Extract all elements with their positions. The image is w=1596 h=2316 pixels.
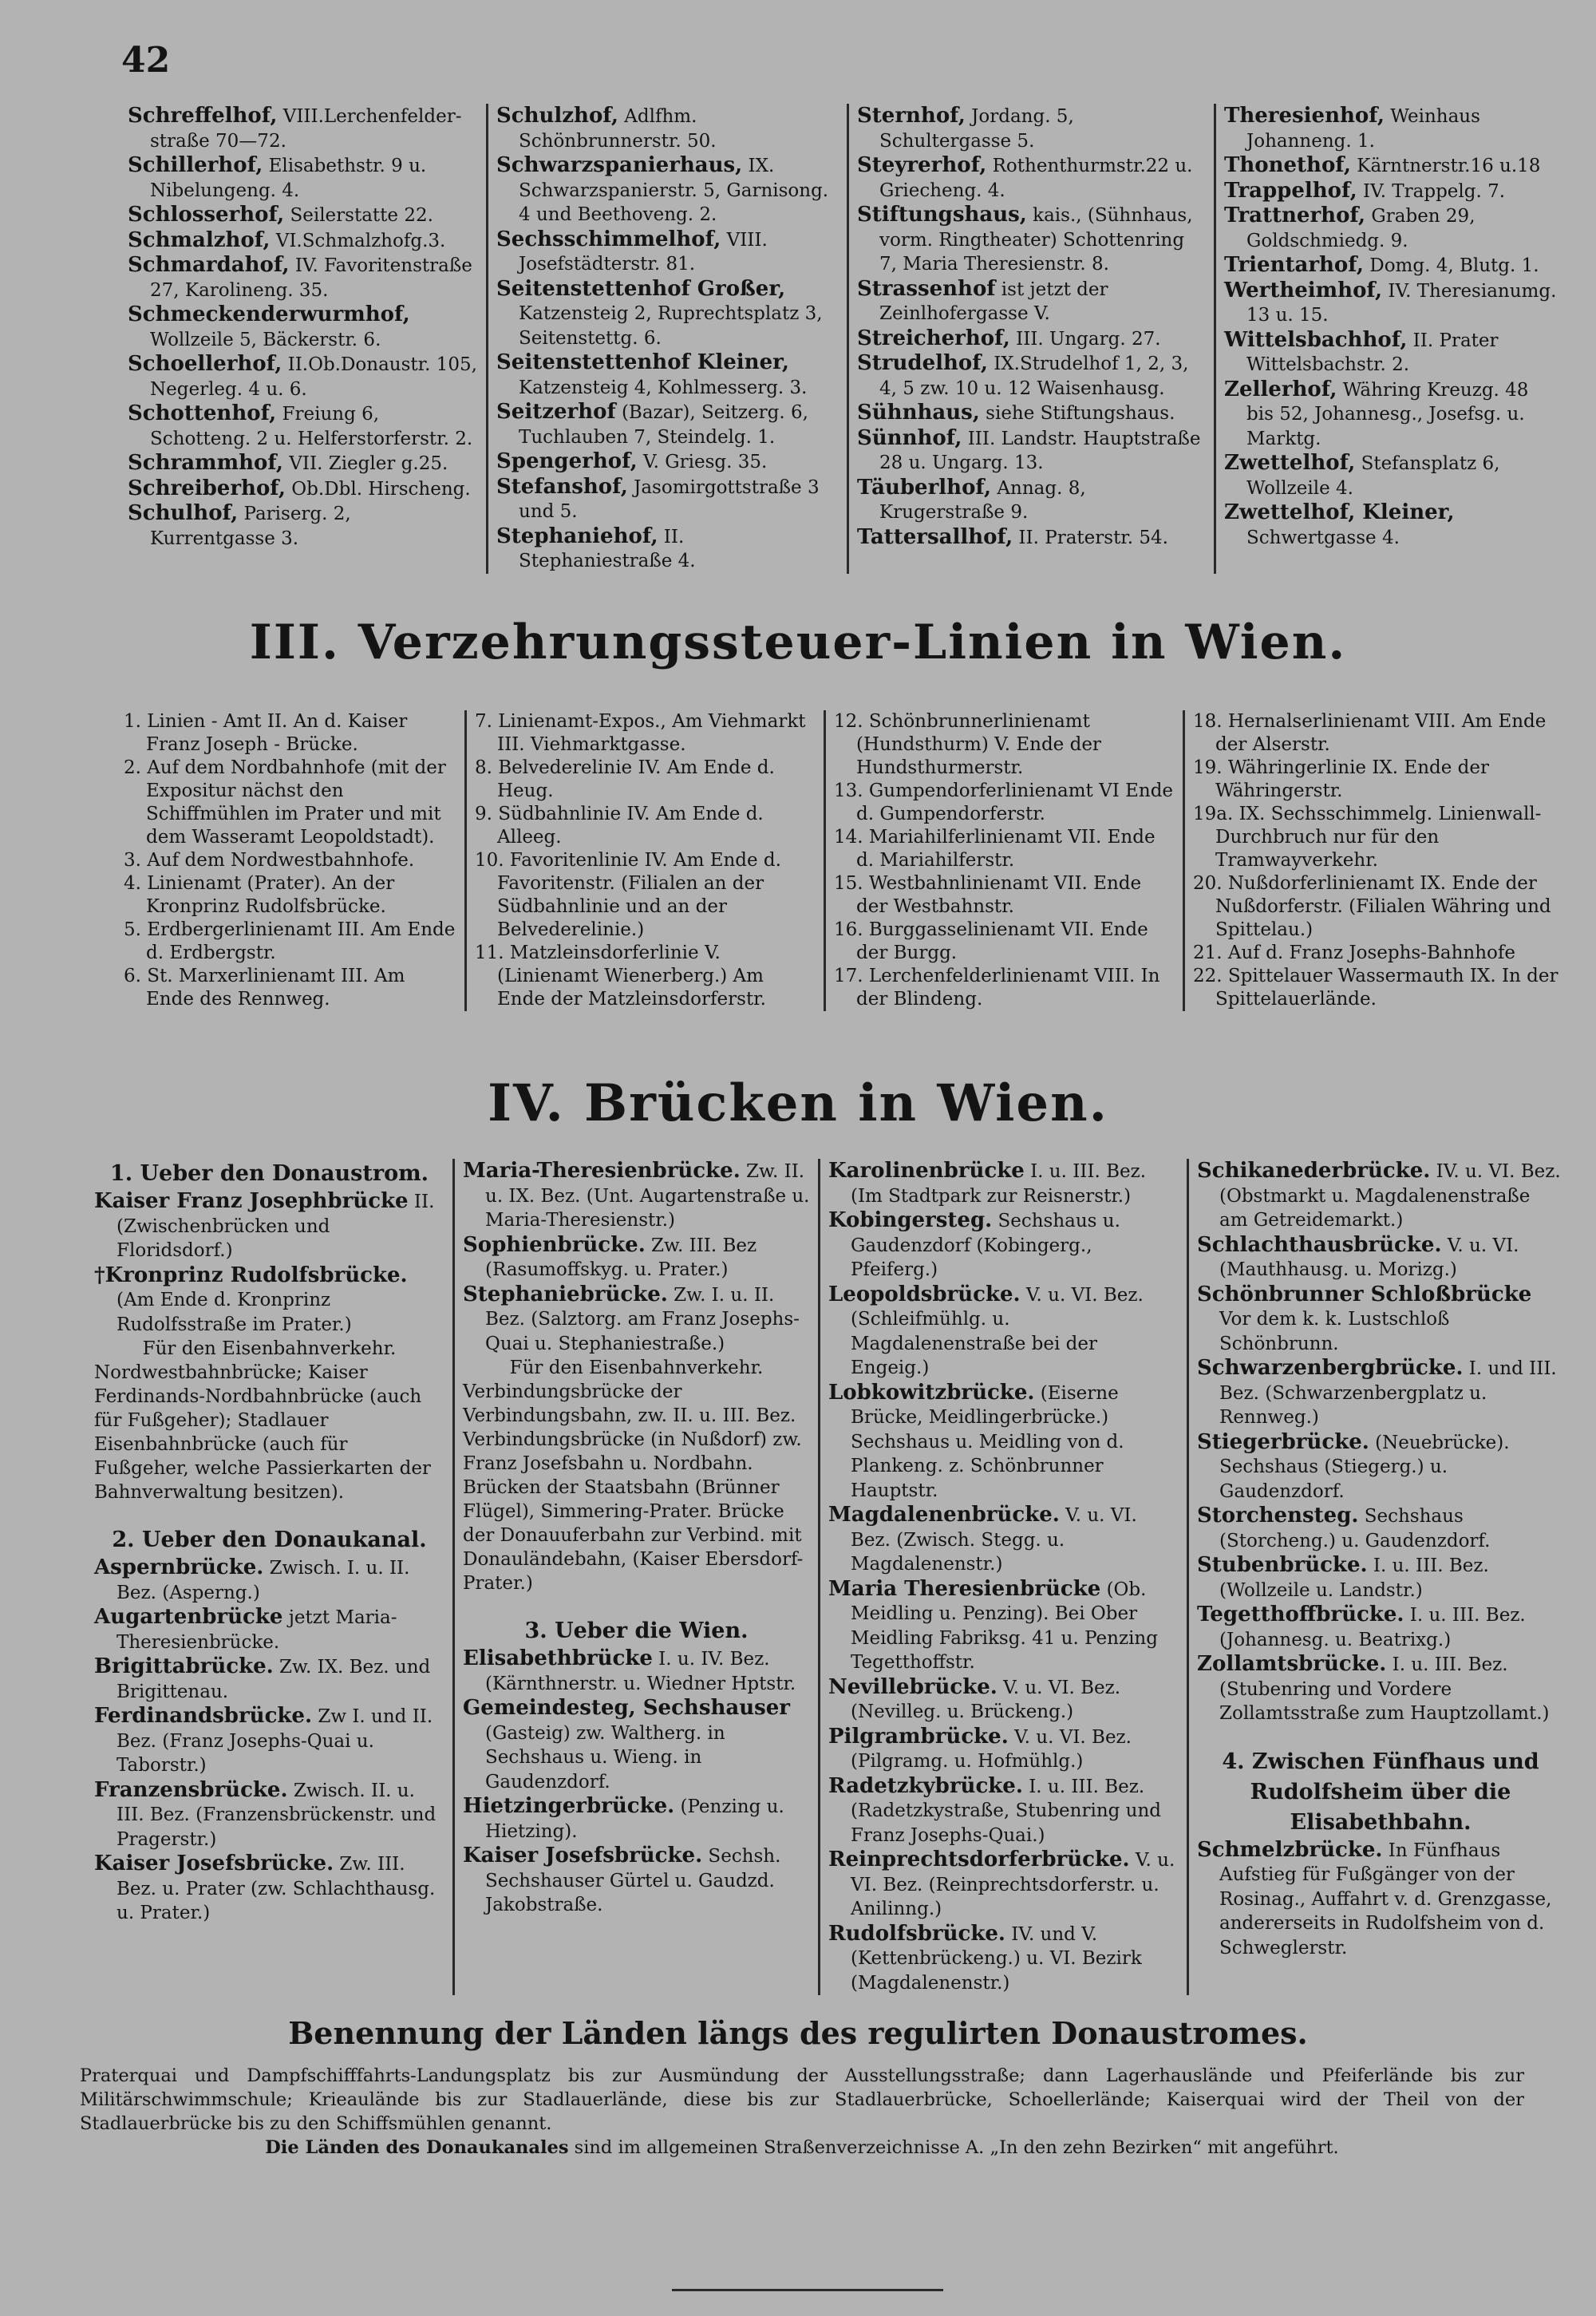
entry-name: Seitzerhof xyxy=(496,400,616,424)
list-entry: 12. Schönbrunnerlinienamt (Hundsthurm) V. Ende der Hundsthurmerstr. xyxy=(834,711,1101,778)
list-entry xyxy=(496,350,839,400)
entry-text: I. u. III. Bez. (Wollzeile u. Landstr.) xyxy=(1219,1555,1489,1601)
entry-name: Wertheimhof, xyxy=(1224,278,1383,302)
entry-name: Reinprechtsdorferbrücke. xyxy=(828,1848,1130,1871)
entry-text: Freiung 6, Schotteng. 2 u. Helferstorferstr. 2. xyxy=(150,404,473,449)
list-entry xyxy=(857,426,1206,476)
list-entry xyxy=(463,1159,810,1233)
list-entry xyxy=(463,1282,810,1357)
list-entry xyxy=(463,1233,810,1282)
entry-name: Augartenbrücke xyxy=(94,1605,283,1629)
entry-name: Streicherhof, xyxy=(857,326,1010,350)
entry-text: I. u. IV. Bez. (Kärnthnerstr. u. Wiedner Hptstr. xyxy=(485,1649,796,1694)
s3-column-2 xyxy=(467,710,826,1011)
list-entry xyxy=(128,501,478,551)
list-entry xyxy=(1224,253,1560,279)
entry-name: Schmardahof, xyxy=(128,253,290,277)
list-entry: 11. Matzleinsdorferlinie V. (Linienamt Wienerberg.) Am Ende der Matzleinsdorferstr. xyxy=(475,943,766,1010)
entry-name: Radetzkybrücke. xyxy=(828,1773,1023,1798)
list-entry: 8. Belvederelinie IV. Am Ende d. Heug. xyxy=(475,757,775,801)
list-entry xyxy=(94,1704,444,1778)
entry-name: Schoellerhof, xyxy=(128,352,282,376)
entry-name: Aspernbrücke. xyxy=(94,1555,264,1579)
list-entry xyxy=(128,476,478,502)
s4-rail-label-2: Für den Eisenbahnverkehr. xyxy=(509,1358,764,1378)
list-entry: 19. Währingerlinie IX. Ende der Währingerstr. xyxy=(1193,757,1490,801)
list-entry xyxy=(463,1794,810,1844)
entry-name: Wittelsbachhof, xyxy=(1224,327,1408,352)
entry-name: Schikanederbrücke. xyxy=(1197,1159,1431,1183)
list-entry: 13. Gumpendorferlinienamt VI Ende d. Gumpendorferstr. xyxy=(834,781,1174,824)
list-entry xyxy=(857,277,1206,326)
entry-name: Zwettelhof, xyxy=(1224,451,1356,475)
entry-text: V. u. VI. Bez. (Schleifmühlg. u. Magdalenenstraße bei der Engeig.) xyxy=(851,1284,1144,1378)
entry-name: Franzensbrücke. xyxy=(94,1777,288,1802)
list-entry xyxy=(496,104,839,153)
entry-name: Theresienhof, xyxy=(1224,104,1385,128)
entry-name: Schottenhof, xyxy=(128,401,277,425)
s4-column-2 xyxy=(455,1159,820,1995)
entry-text: Wollzeile 5, Bäckerstr. 6. xyxy=(150,329,381,350)
list-entry xyxy=(828,1577,1179,1675)
entry-name: Stephaniebrücke. xyxy=(463,1282,668,1306)
entry-name: Seitenstettenhof Großer, xyxy=(496,276,786,301)
entry-text: (Bazar), Seitzerg. 6, Tuchlauben 7, Steindelg. 1. xyxy=(519,402,808,448)
entry-name: Tattersallhof, xyxy=(857,524,1013,549)
entry-name: Kobingersteg. xyxy=(828,1208,993,1232)
list-entry xyxy=(1224,328,1560,377)
entry-text: Zwisch. I. u. II. Bez. (Asperng.) xyxy=(117,1558,410,1603)
entry-name: Stiftungshaus, xyxy=(857,203,1027,227)
entry-text: V. u. VI. Bez. (Nevilleg. u. Brückeng.) xyxy=(851,1677,1121,1722)
list-entry xyxy=(496,277,839,351)
list-entry xyxy=(1224,279,1560,328)
entry-name: Karolinenbrücke xyxy=(828,1159,1025,1183)
entry-name: Gemeindesteg, Sechshauser xyxy=(463,1696,790,1720)
s4-sub-2: 2. Ueber den Donaukanal. xyxy=(112,1528,427,1552)
list-entry xyxy=(94,1605,444,1654)
entry-text: I. u. III. Bez. (Stubenring und Vordere Zollamtsstraße zum Hauptzollamt.) xyxy=(1219,1654,1550,1724)
entry-text: IX.Strudelhof 1, 2, 3, 4, 5 zw. 10 u. 12 Waisenhausg. xyxy=(879,354,1189,399)
entry-name: Maria Theresienbrücke xyxy=(828,1576,1101,1601)
entry-text: VII. Ziegler g.25. xyxy=(283,453,448,474)
entry-text: Zwisch. II. u. III. Bez. (Franzensbrückenstr. und Pragerstr.) xyxy=(117,1780,437,1850)
list-entry xyxy=(1224,500,1560,550)
lands-text-2-bold: Die Länden des Donaukanales xyxy=(265,2137,569,2158)
list-entry xyxy=(1224,204,1560,253)
top-listing xyxy=(120,104,1568,574)
entry-name: Stubenbrücke. xyxy=(1197,1553,1368,1577)
top-column-3 xyxy=(849,104,1216,574)
entry-text: Domg. 4, Blutg. 1. xyxy=(1363,255,1539,276)
entry-text: Ob.Dbl. Hirscheng. xyxy=(285,478,471,500)
entry-text: I. u. III. Bez. (Im Stadtpark zur Reisnerstr.) xyxy=(851,1161,1147,1207)
entry-text: II.Ob.Donaustr. 105, Negerleg. 4 u. 6. xyxy=(150,354,477,400)
list-entry xyxy=(1197,1430,1564,1504)
entry-text: Seilerstatte 22. xyxy=(284,205,433,226)
entry-name: Tegetthoffbrücke. xyxy=(1197,1603,1404,1626)
entry-name: Nevillebrücke. xyxy=(828,1674,998,1699)
list-entry xyxy=(128,104,478,153)
section-4-heading: IV. Brücken in Wien. xyxy=(488,1073,1108,1133)
list-entry xyxy=(857,326,1206,352)
entry-text: III. Ungarg. 27. xyxy=(1009,328,1161,350)
list-entry xyxy=(1224,179,1560,204)
entry-text: IV. Theresianumg. 13 u. 15. xyxy=(1246,280,1557,326)
entry-text: Annag. 8, Krugerstraße 9. xyxy=(879,477,1086,523)
entry-text: Zw. IX. Bez. und Brigittenau. xyxy=(117,1657,431,1702)
list-entry: 22. Spittelauer Wassermauth IX. In der Spittelauerlände. xyxy=(1193,966,1558,1010)
entry-name: Schönbrunner Schloßbrücke xyxy=(1197,1282,1532,1306)
list-entry: 2. Auf dem Nordbahnhofe (mit der Expositur nächst den Schiffmühlen im Prater und mit dem Wasseramt Leopoldstadt). xyxy=(124,757,446,848)
list-entry xyxy=(828,1381,1179,1504)
entry-name: Spengerhof, xyxy=(496,449,638,473)
entry-name: Kaiser Franz Josephbrücke xyxy=(94,1189,409,1213)
end-rule xyxy=(672,2289,943,2291)
section-3-listing xyxy=(116,710,1568,1011)
entry-text: (Eiserne Brücke, Meidlingerbrücke.) Sechshaus u. Meidling von d. Plankeng. z. Schönbrunner Hauptstr. xyxy=(851,1382,1124,1501)
entry-text: (Neuebrücke). Sechshaus (Stiegerg.) u. Gaudenzdorf. xyxy=(1219,1432,1510,1502)
list-entry xyxy=(1197,1282,1564,1357)
list-entry xyxy=(128,451,478,476)
lands-note xyxy=(80,2064,1524,2160)
entry-text: IV. und V. (Kettenbrückeng.) u. VI. Bezirk (Magdalenenstr.) xyxy=(851,1923,1142,1994)
list-entry xyxy=(128,228,478,254)
entry-name: Schwarzspanierhaus, xyxy=(496,153,743,177)
list-entry xyxy=(857,351,1206,401)
entry-text: Sechshaus u. Gaudenzdorf (Kobingerg., Pfeiferg.) xyxy=(851,1211,1120,1280)
entry-text: II. Stephaniestraße 4. xyxy=(519,526,696,571)
list-entry xyxy=(1224,104,1560,153)
entry-text: IV. Favoritenstraße 27, Karolineng. 35. xyxy=(150,255,472,301)
entry-name: Trattnerhof, xyxy=(1224,204,1366,227)
list-entry xyxy=(1197,1603,1564,1652)
list-entry xyxy=(128,401,478,451)
entry-name: Schreffelhof, xyxy=(128,104,278,128)
entry-text: Pariserg. 2, Kurrentgasse 3. xyxy=(150,504,351,549)
list-entry xyxy=(1197,1159,1564,1233)
section-4-listing xyxy=(86,1159,1572,1995)
entry-text: (Am Ende d. Kronprinz Rudolfsstraße im Prater.) xyxy=(117,1290,352,1335)
list-entry xyxy=(128,352,478,401)
list-entry: 5. Erdbergerlinienamt III. Am Ende d. Erdbergstr. xyxy=(124,919,456,963)
entry-text: IV. u. VI. Bez. (Obstmarkt u. Magdalenenstraße am Getreidemarkt.) xyxy=(1219,1161,1561,1231)
entry-name: Sternhof, xyxy=(857,104,966,128)
entry-name: Stephaniehof, xyxy=(496,524,658,548)
list-entry xyxy=(128,253,478,302)
s4-sub-1: 1. Ueber den Donaustrom. xyxy=(109,1161,429,1186)
list-entry xyxy=(496,475,839,524)
entry-text: VIII.Lerchenfelder-straße 70—72. xyxy=(150,106,462,152)
list-entry: 17. Lerchenfelderlinienamt VIII. In der Blindeng. xyxy=(834,966,1160,1010)
list-entry xyxy=(496,449,839,475)
entry-name: Kaiser Josefsbrücke. xyxy=(94,1852,334,1875)
entry-name: Schmeckenderwurmhof, xyxy=(128,302,410,326)
list-entry: 10. Favoritenlinie IV. Am Ende d. Favoritenstr. (Filialen an der Südbahnlinie und an der Belvederelinie.) xyxy=(475,850,781,940)
entry-name: Leopoldsbrücke. xyxy=(828,1282,1021,1306)
entry-name: Zellerhof, xyxy=(1224,377,1337,401)
entry-name: Schwarzenbergbrücke. xyxy=(1197,1356,1464,1380)
entry-name: Rudolfsbrücke. xyxy=(828,1921,1005,1946)
entry-name: Zwettelhof, Kleiner, xyxy=(1224,500,1455,524)
entry-name: Sophienbrücke. xyxy=(463,1232,646,1257)
list-entry: 21. Auf d. Franz Josephs-Bahnhofe xyxy=(1193,943,1516,963)
entry-name: Schmalzhof, xyxy=(128,227,271,252)
entry-text: Katzensteig 2, Ruprechtsplatz 3, Seitenstettg. 6. xyxy=(519,303,823,349)
entry-text: II. (Zwischenbrücken und Floridsdorf.) xyxy=(117,1192,435,1261)
list-entry xyxy=(857,153,1206,203)
top-column-1 xyxy=(120,104,488,574)
entry-text: kais., (Sühnhaus, vorm. Ringtheater) Schottenring 7, Maria Theresienstr. 8. xyxy=(879,205,1193,275)
entry-name: Seitenstettenhof Kleiner, xyxy=(496,350,789,374)
list-entry xyxy=(128,203,478,228)
list-entry: 20. Nußdorferlinienamt IX. Ende der Nußdorferstr. (Filialen Währing und Spittelau.) xyxy=(1193,873,1551,940)
entry-text: Weinhaus Johanneng. 1. xyxy=(1246,106,1480,152)
entry-text: Jasomirgottstraße 3 und 5. xyxy=(519,476,820,522)
entry-text: Graben 29, Goldschmiedg. 9. xyxy=(1246,206,1476,251)
entry-text: Zw. I. u. II. Bez. (Salztorg. am Franz Josephs-Quai u. Stephaniestraße.) xyxy=(485,1284,800,1354)
lands-text-1: Praterquai und Dampfschifffahrts-Landungsplatz bis zur Ausmündung der Ausstellungsstraße; dann Lagerhauslände und Pfeiferlände bis zur Militärschwimmschule; Krieaulände bis zur Stadlauerlände, diese bis zur Stadlauerbrücke, Schoellerlände; Kaiserquai wird der Theil von der Stadlauerbrücke bis zu den Schiffsmühlen genannt. xyxy=(80,2065,1524,2134)
list-entry xyxy=(828,1159,1179,1208)
list-entry xyxy=(1197,1504,1564,1553)
entry-name: Schulzhof, xyxy=(496,104,618,128)
list-entry xyxy=(857,104,1206,153)
entry-name: Thonethof, xyxy=(1224,153,1351,177)
list-entry xyxy=(828,1922,1179,1996)
entry-text: V. u. VI. Bez. (Reinprechtsdorferstr. u. Anilinng.) xyxy=(851,1850,1175,1919)
section-3-heading: III. Verzehrungssteuer-Linien in Wien. xyxy=(249,615,1347,670)
s4-sub-4: 4. Zwischen Fünfhaus und Rudolfsheim über die Elisabethbahn. xyxy=(1222,1749,1539,1835)
list-entry xyxy=(857,203,1206,277)
entry-text: Zw I. und II. Bez. (Franz Josephs-Quai u. Taborstr.) xyxy=(117,1706,433,1776)
list-entry xyxy=(496,524,839,574)
list-entry xyxy=(94,1778,444,1852)
entry-text: Zw. III. Bez. u. Prater (zw. Schlachthausg. u. Prater.) xyxy=(117,1854,436,1923)
entry-text: Vor dem k. k. Lustschloß Schönbrunn. xyxy=(1219,1309,1450,1354)
page-number: 42 xyxy=(121,40,171,81)
list-entry xyxy=(94,1852,444,1926)
list-entry xyxy=(828,1725,1179,1774)
list-entry xyxy=(1224,153,1560,179)
entry-name: Brigittabrücke. xyxy=(94,1654,274,1678)
entry-name: Strassenhof xyxy=(857,276,996,301)
entry-name: Kaiser Josefsbrücke. xyxy=(463,1844,703,1867)
lands-text-2: sind im allgemeinen Straßenverzeichnisse A. „In den zehn Bezirken“ mit angeführt. xyxy=(568,2137,1339,2158)
list-entry xyxy=(463,1696,810,1794)
entry-name: Maria-Theresienbrücke. xyxy=(463,1159,741,1183)
entry-name: Schlosserhof, xyxy=(128,203,285,227)
entry-name: Stiegerbrücke. xyxy=(1197,1429,1369,1454)
entry-name: Storchensteg. xyxy=(1197,1504,1359,1528)
s3-column-1 xyxy=(116,710,467,1011)
entry-name: Sechsschimmelhof, xyxy=(496,227,721,251)
list-entry xyxy=(94,1555,444,1605)
entry-text: Währing Kreuzg. 48 bis 52, Johannesg., Josefsg. u. Marktg. xyxy=(1246,379,1529,449)
entry-text: In Fünfhaus Aufstieg für Fußgänger von der Rosinag., Auffahrt v. d. Grenzgasse, andererseits in Rudolfsheim von d. Schweglerstr. xyxy=(1219,1840,1552,1958)
entry-name: Sühnhaus, xyxy=(857,401,980,425)
list-entry xyxy=(857,525,1206,551)
entry-text: Rothenthurmstr.22 u. Griecheng. 4. xyxy=(879,156,1193,201)
entry-text: Stefansplatz 6, Wollzeile 4. xyxy=(1246,453,1500,499)
entry-text: Jordang. 5, Schultergasse 5. xyxy=(879,106,1074,152)
entry-name: Lobkowitzbrücke. xyxy=(828,1380,1035,1405)
list-entry: 14. Mariahilferlinienamt VII. Ende d. Mariahilferstr. xyxy=(834,827,1156,871)
entry-text: I. u. III. Bez. (Johannesg. u. Beatrixg.) xyxy=(1219,1605,1526,1650)
entry-text: V. Griesg. 35. xyxy=(637,452,768,472)
entry-name: Hietzingerbrücke. xyxy=(463,1794,675,1818)
s3-column-3 xyxy=(826,710,1185,1011)
list-entry xyxy=(1224,451,1560,500)
entry-name: Täuberlhof, xyxy=(857,475,992,500)
entry-text: Sechshaus (Storcheng.) u. Gaudenzdorf. xyxy=(1219,1506,1491,1551)
list-entry: 1. Linien - Amt II. An d. Kaiser Franz Joseph - Brücke. xyxy=(124,711,408,755)
list-entry xyxy=(828,1208,1179,1282)
entry-text: Adlfhm. Schönbrunnerstr. 50. xyxy=(519,106,717,152)
list-entry: 9. Südbahnlinie IV. Am Ende d. Alleeg. xyxy=(475,804,764,848)
list-entry: 7. Linienamt-Expos., Am Viehmarkt III. Viehmarktgasse. xyxy=(475,711,806,755)
list-entry xyxy=(128,153,478,203)
entry-name: Schmelzbrücke. xyxy=(1197,1837,1383,1862)
entry-name: Schreiberhof, xyxy=(128,476,286,500)
entry-text: Kärntnerstr.16 u.18 xyxy=(1350,156,1541,176)
entry-text: Zw. III. Bez (Rasumoffskyg. u. Prater.) xyxy=(485,1235,757,1280)
entry-name: Steyrerhof, xyxy=(857,153,987,177)
entry-text: (Ob. Meidling u. Penzing). Bei Ober Meidling Fabriksg. 41 u. Penzing Tegetthoffstr. xyxy=(851,1579,1158,1673)
entry-text: siehe Stiftungshaus. xyxy=(979,403,1175,424)
list-entry xyxy=(857,476,1206,525)
s3-column-4 xyxy=(1185,710,1568,1011)
list-entry: 19a. IX. Sechsschimmelg. Linienwall-Durchbruch nur für den Tramwayverkehr. xyxy=(1193,804,1542,871)
top-column-2 xyxy=(488,104,849,574)
entry-text: Sechsh. Sechshauser Gürtel u. Gaudzd. Jakobstraße. xyxy=(485,1846,781,1915)
entry-name: Schulhof, xyxy=(128,501,239,525)
s4-rail-text-2: Verbindungsbrücke der Verbindungsbahn, zw. II. u. III. Bez. Verbindungsbrücke (in Nußdorf) zw. Franz Josefsbahn u. Nordbahn. Brücken der Staatsbahn (Brünner Flügel), Simmering-Prater. Brücke der Donauuferbahn zur Verbind. mit Donauländebahn, (Kaiser Ebersdorf-Prater.) xyxy=(463,1381,804,1594)
list-entry xyxy=(1197,1356,1564,1430)
entry-name: Ferdinandsbrücke. xyxy=(94,1704,313,1728)
entry-text: II. Praterstr. 54. xyxy=(1013,527,1168,548)
list-entry xyxy=(463,1844,810,1918)
list-entry xyxy=(828,1848,1179,1922)
entry-name: Trientarhof, xyxy=(1224,253,1364,277)
entry-text: III. Landstr. Hauptstraße 28 u. Ungarg. 13. xyxy=(879,428,1201,473)
list-entry: 15. Westbahnlinienamt VII. Ende der Westbahnstr. xyxy=(834,873,1142,917)
list-entry xyxy=(496,153,839,227)
list-entry xyxy=(94,1263,444,1338)
list-entry xyxy=(1197,1233,1564,1282)
entry-name: Stefanshof, xyxy=(496,474,628,499)
s4-column-4 xyxy=(1189,1159,1572,1995)
list-entry xyxy=(128,302,478,352)
entry-text: jetzt Maria-Theresienbrücke. xyxy=(117,1607,397,1653)
entry-name: Schlachthausbrücke. xyxy=(1197,1232,1442,1257)
list-entry xyxy=(1197,1553,1564,1603)
lands-heading: Benennung der Länden längs des regulirten Donaustromes. xyxy=(288,2015,1308,2051)
entry-name: Strudelhof, xyxy=(857,351,988,375)
entry-text: Elisabethstr. 9 u. Nibelungeng. 4. xyxy=(150,156,427,201)
entry-text: II. Prater Wittelsbachstr. 2. xyxy=(1246,330,1499,375)
top-column-4 xyxy=(1216,104,1568,574)
list-entry xyxy=(828,1675,1179,1725)
list-entry xyxy=(496,400,839,449)
s4-column-3 xyxy=(820,1159,1189,1995)
entry-name: Sünnhof, xyxy=(857,425,962,450)
entry-name: Pilgrambrücke. xyxy=(828,1724,1009,1749)
entry-name: Trappelhof, xyxy=(1224,178,1357,203)
list-entry: 16. Burggasselinienamt VII. Ende der Burgg. xyxy=(834,919,1148,963)
entry-name: Magdalenenbrücke. xyxy=(828,1503,1060,1527)
entry-text: V. u. VI. Bez. (Pilgramg. u. Hofmühlg.) xyxy=(851,1726,1132,1772)
entry-name: Schrammhof, xyxy=(128,451,283,475)
s4-rail-label-1: Für den Eisenbahnverkehr. xyxy=(142,1338,397,1359)
s4-entry xyxy=(1197,1838,1564,1961)
entry-text: Schwertgasse 4. xyxy=(1246,527,1400,548)
entry-name: Zollamtsbrücke. xyxy=(1197,1652,1387,1676)
list-entry: 3. Auf dem Nordwestbahnhofe. xyxy=(124,850,415,871)
entry-name: †Kronprinz Rudolfsbrücke. xyxy=(94,1263,408,1287)
list-entry xyxy=(496,227,839,277)
list-entry xyxy=(828,1503,1179,1577)
list-entry: 6. St. Marxerlinienamt III. Am Ende des Rennweg. xyxy=(124,966,405,1010)
entry-text: ist jetzt der Zeinlhofergasse V. xyxy=(879,279,1108,324)
entry-name: Schillerhof, xyxy=(128,153,263,177)
list-entry: 18. Hernalserlinienamt VIII. Am Ende der Alserstr. xyxy=(1193,711,1547,755)
entry-text: VI.Schmalzhofg.3. xyxy=(270,230,446,251)
entry-text: V. u. VI. (Mauthhausg. u. Morizg.) xyxy=(1219,1235,1519,1280)
entry-text: V. u. VI. Bez. (Zwisch. Stegg. u. Magdalenenstr.) xyxy=(851,1505,1137,1575)
entry-name: Elisabethbrücke xyxy=(463,1646,653,1670)
entry-text: Zw. II. u. IX. Bez. (Unt. Augartenstraße u. Maria-Theresienstr.) xyxy=(485,1161,810,1231)
entry-text: VIII. Josefstädterstr. 81. xyxy=(519,229,768,275)
list-entry xyxy=(857,401,1206,426)
list-entry: 4. Linienamt (Prater). An der Kronprinz Rudolfsbrücke. xyxy=(124,873,395,917)
entry-text: IV. Trappelg. 7. xyxy=(1357,180,1506,202)
entry-text: Katzensteig 4, Kohlmesserg. 3. xyxy=(519,377,808,398)
s4-sub-3: 3. Ueber die Wien. xyxy=(524,1618,749,1643)
list-entry xyxy=(463,1646,810,1696)
list-entry xyxy=(828,1774,1179,1848)
list-entry xyxy=(1224,377,1560,452)
s4-rail-text-1: Nordwestbahnbrücke; Kaiser Ferdinands-Nordbahnbrücke (auch für Fußgeher); Stadlauer Eisenbahnbrücke (auch für Fußgeher, welche Passierkarten der Bahnverwaltung besitzen). xyxy=(94,1362,431,1503)
list-entry xyxy=(1197,1652,1564,1726)
list-entry xyxy=(94,1189,444,1263)
entry-text: IX. Schwarzspanierstr. 5, Garnisong. 4 und Beethoveng. 2. xyxy=(519,156,829,225)
entry-text: I. u. III. Bez. (Radetzkystraße, Stubenring und Franz Josephs-Quai.) xyxy=(851,1776,1162,1846)
entry-text: (Penzing u. Hietzing). xyxy=(485,1796,784,1842)
list-entry xyxy=(828,1282,1179,1381)
entry-text: (Gasteig) zw. Waltherg. in Sechshaus u. Wieng. in Gaudenzdorf. xyxy=(485,1722,725,1792)
s4-column-1 xyxy=(86,1159,455,1995)
list-entry xyxy=(94,1654,444,1704)
entry-text: I. und III. Bez. (Schwarzenbergplatz u. Rennweg.) xyxy=(1219,1358,1557,1428)
